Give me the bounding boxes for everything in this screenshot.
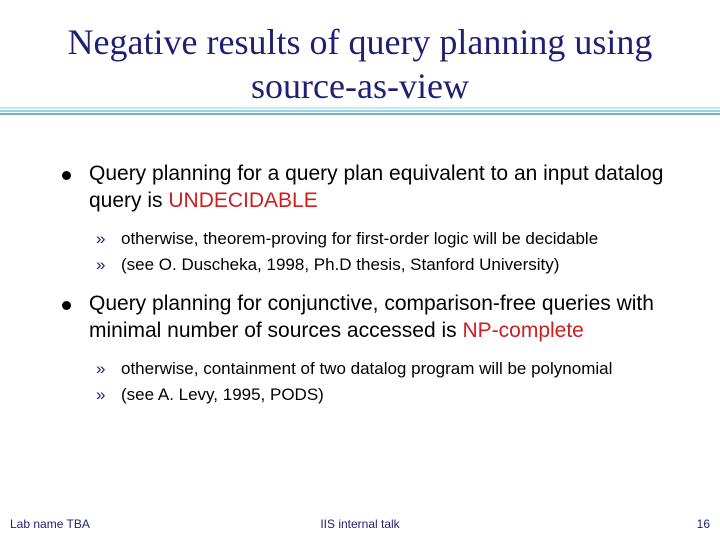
divider-line-1: [0, 107, 720, 109]
page-number: 16: [696, 517, 710, 531]
chevron-marker-icon: »: [96, 255, 106, 274]
bullet-dot-icon: [62, 301, 71, 310]
bullet-2: [89, 290, 689, 344]
title-line-1: Negative results of query planning using: [67, 22, 653, 62]
bullet-2-text: Query planning for conjunctive, comparison-free queries with minimal number of sources accessed is: [89, 292, 654, 342]
sub-bullet-1-2: [96, 254, 681, 276]
bullet-list: [0, 160, 720, 406]
chevron-marker-icon: »: [96, 229, 106, 248]
bullet-1-text: Query planning for a query plan equivalent to an input datalog query is: [89, 162, 664, 212]
sub-bullet-2-2: [96, 384, 681, 406]
bullet-1-highlight: UNDECIDABLE: [168, 189, 318, 212]
sub-bullet-1-2-text: (see O. Duscheka, 1998, Ph.D thesis, Stanford University): [121, 255, 560, 274]
title-line-2: source-as-view: [251, 66, 469, 106]
bullet-1: [89, 160, 689, 214]
footer-center: IIS internal talk: [320, 517, 400, 531]
footer-left: Lab name TBA: [10, 517, 90, 531]
divider-line-2: [0, 110, 720, 112]
sub-bullet-1-1-text: otherwise, theorem-proving for first-order logic will be decidable: [121, 229, 599, 248]
sub-bullet-2-1: [96, 358, 681, 380]
slide-title: [40, 20, 680, 108]
bullet-2-highlight: NP-complete: [462, 319, 584, 342]
sub-bullet-1-1: [96, 228, 681, 250]
sub-bullet-2-2-text: (see A. Levy, 1995, PODS): [121, 385, 324, 404]
chevron-marker-icon: »: [96, 385, 106, 404]
chevron-marker-icon: »: [96, 359, 106, 378]
title-divider: [0, 107, 720, 117]
sub-bullet-2-1-text: otherwise, containment of two datalog program will be polynomial: [121, 359, 613, 378]
bullet-dot-icon: [62, 171, 71, 180]
divider-line-3: [0, 113, 720, 115]
